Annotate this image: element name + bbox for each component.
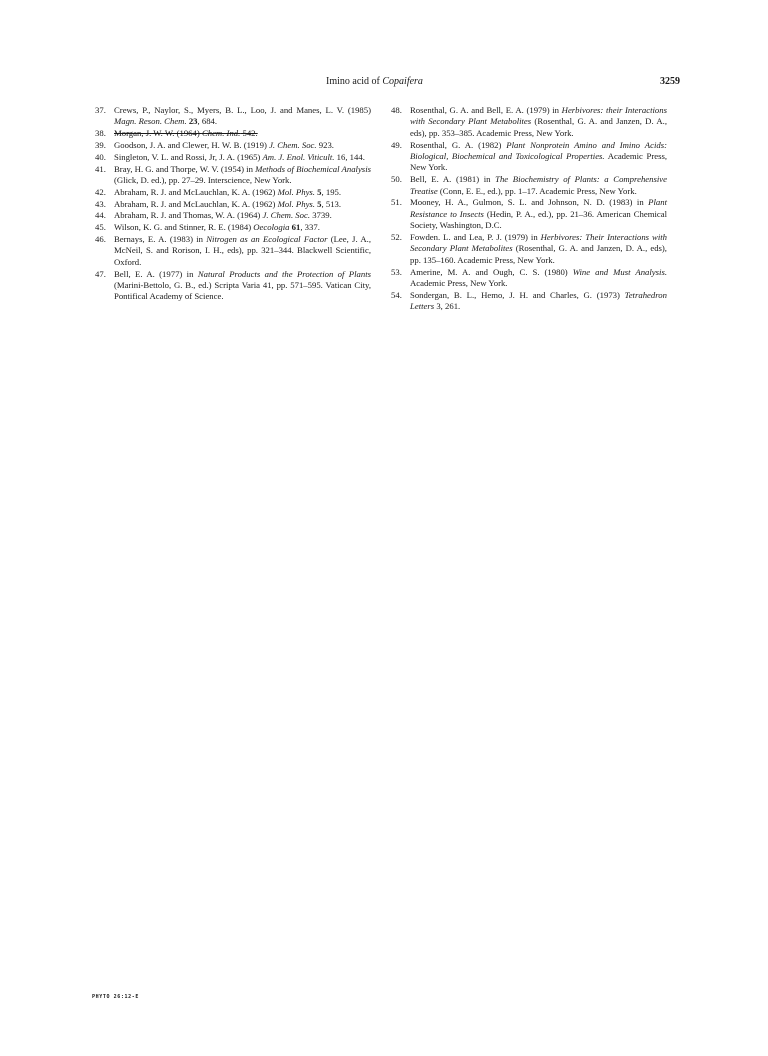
reference-text: Crews, P., Naylor, S., Myers, B. L., Loo, J. and Manes, L. V. (1985) Magn. Reson. Chem. 23, 684. <box>114 105 371 127</box>
reference-text: Abraham, R. J. and McLauchlan, K. A. (1962) Mol. Phys. 5, 195. <box>114 186 342 197</box>
reference-number: 39. <box>95 140 106 150</box>
reference-text: Singleton, V. L. and Rossi, Jr, J. A. (1965) Am. J. Enol. Viticult. 16, 144. <box>114 151 365 162</box>
reference-entry <box>95 210 371 221</box>
reference-entry <box>95 269 371 303</box>
reference-text: Abraham, R. J. and Thomas, W. A. (1964) J. Chem. Soc. 3739. <box>114 210 332 221</box>
reference-entry <box>95 128 371 139</box>
page-number: 3259 <box>660 76 680 87</box>
reference-number: 49. <box>391 139 402 150</box>
reference-entry <box>95 199 371 210</box>
reference-number: 54. <box>391 289 402 300</box>
reference-text: Bell, E. A. (1981) in The Biochemistry of Plants: a Comprehensive Treatise (Conn, E. E., ed.), pp. 1–17. Academic Press, New York. <box>410 174 667 196</box>
reference-text: Bell, E. A. (1977) in Natural Products and the Protection of Plants (Marini-Bettolo, G. B., ed.) Scripta Varia 41, pp. 571–595. Vatican City, Pontifical Academy of Science. <box>114 268 371 302</box>
reference-entry <box>391 140 667 174</box>
reference-text: Bray, H. G. and Thorpe, W. V. (1954) in Methods of Biochemical Analysis (Glick, D. ed.), pp. 27–29. Interscience, New York. <box>114 163 371 185</box>
footer-code: PHYTO 26:12-E <box>92 994 139 1000</box>
running-title <box>326 76 423 88</box>
running-title-text: Imino acid of <box>326 76 383 87</box>
reference-entry <box>391 174 667 197</box>
reference-number: 45. <box>95 222 106 233</box>
references-left-column <box>95 105 371 303</box>
references-right-column <box>391 105 667 313</box>
reference-text: Wilson, K. G. and Stinner, R. E. (1984) Oecologia 61, 337. <box>114 222 320 233</box>
reference-number: 42. <box>95 186 106 197</box>
reference-number: 43. <box>95 198 106 209</box>
reference-number: 47. <box>95 268 106 279</box>
reference-text: Goodson, J. A. and Clewer, H. W. B. (1919) J. Chem. Soc. 923. <box>114 140 334 150</box>
reference-entry <box>391 232 667 266</box>
reference-text: Rosenthal, G. A. (1982) Plant Nonprotein Amino and Imino Acids: Biological, Biochemical and Toxicological Properties. Academic Press, New York. <box>410 139 667 173</box>
reference-text: Mooney, H. A., Gulmon, S. L. and Johnson, N. D. (1983) in Plant Resistance to Insects (Hedin, P. A., ed.), pp. 21–36. American Chemical Society, Washington, D.C. <box>410 197 667 231</box>
reference-number: 41. <box>95 163 106 174</box>
reference-entry <box>95 222 371 233</box>
reference-number: 51. <box>391 197 402 208</box>
reference-number: 46. <box>95 233 106 244</box>
reference-number: 52. <box>391 232 402 243</box>
reference-text: Rosenthal, G. A. and Bell, E. A. (1979) in Herbivores: their Interactions with Secondary Plant Metabolites (Rosenthal, G. A. and Janzen, D. A., eds), pp. 353–385. Academic Press, New York. <box>410 105 668 138</box>
reference-entry <box>95 105 371 128</box>
reference-entry <box>391 105 667 139</box>
reference-entry <box>95 164 371 187</box>
reference-text: Fowden. L. and Lea, P. J. (1979) in Herbivores: Their Interactions with Secondary Plant Metabolites (Rosenthal, G. A. and Janzen, D. A., eds), pp. 135–160. Academic Press, New York. <box>410 232 667 265</box>
reference-number: 48. <box>391 105 402 115</box>
reference-number: 38. <box>95 128 106 139</box>
reference-entry <box>95 152 371 163</box>
reference-text: Morgan, J. W. W. (1964) Chem. Ind. 542. <box>114 128 258 139</box>
running-title-genus: Copaifera <box>382 76 423 87</box>
reference-text: Amerine, M. A. and Ough, C. S. (1980) Wine and Must Analysis. Academic Press, New York. <box>410 266 667 289</box>
reference-number: 50. <box>391 174 402 185</box>
reference-entry <box>95 234 371 268</box>
reference-entry <box>391 290 667 313</box>
reference-entry <box>95 140 371 151</box>
reference-text: Bernays, E. A. (1983) in Nitrogen as an Ecological Factor (Lee, J. A., McNeil, S. and Rorison, I. H., eds), pp. 321–344. Blackwell Scientific, Oxford. <box>114 233 371 267</box>
reference-text: Sondergan, B. L., Hemo, J. H. and Charles, G. (1973) Tetrahedron Letters 3, 261. <box>410 289 667 312</box>
reference-number: 53. <box>391 266 402 277</box>
reference-number: 44. <box>95 210 106 221</box>
reference-text: Abraham, R. J. and McLauchlan, K. A. (1962) Mol. Phys. 5, 513. <box>114 198 342 209</box>
reference-entry <box>391 197 667 231</box>
reference-entry <box>95 187 371 198</box>
reference-number: 37. <box>95 105 106 115</box>
reference-number: 40. <box>95 151 106 162</box>
reference-entry <box>391 267 667 290</box>
